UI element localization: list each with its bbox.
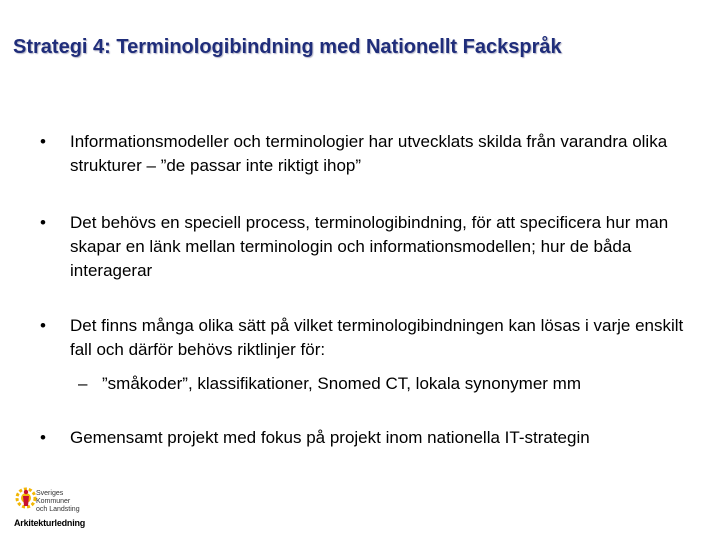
bullet-list: [34, 130, 684, 450]
bullet-item: [34, 314, 684, 362]
bullet-text: Det behövs en speciell process, terminologibindning, för att specificera hur man skapar en länk mellan terminologin och informationsmodellen; hur de båda interagerar: [70, 213, 669, 280]
logo-caption: Arkitekturledning: [14, 518, 86, 528]
logo-line: Sveriges: [36, 490, 64, 497]
bullet-text: Informationsmodeller och terminologier har utvecklats skilda från varandra olika strukturer – ”de passar inte riktigt ihop”: [70, 132, 668, 175]
bullet-item: [34, 426, 684, 450]
bullet-text: Gemensamt projekt med fokus på projekt inom nationella IT-strategin: [70, 428, 590, 447]
bullet-marker: •: [40, 213, 46, 232]
bullet-marker: •: [40, 316, 46, 335]
sub-bullet-item: [34, 372, 684, 396]
bullet-item: [34, 130, 684, 178]
sub-bullet-marker: –: [78, 374, 88, 393]
bullet-item: [34, 211, 684, 283]
logo-line: och Landsting: [36, 506, 80, 513]
logo-line: Kommuner: [36, 498, 71, 505]
bullet-marker: •: [40, 428, 46, 447]
bullet-text: Det finns många olika sätt på vilket terminologibindningen kan lösas i varje enskilt fall och därför behövs riktlinjer för:: [70, 316, 684, 359]
bullet-marker: •: [40, 132, 46, 151]
slide-title: Strategi 4: Terminologibindning med Nationellt Fackspråk: [13, 36, 562, 58]
figure-icon: [23, 490, 29, 506]
logo-org-name: [36, 490, 80, 514]
sub-bullet-text: ”småkoder”, klassifikationer, Snomed CT, lokala synonymer mm: [102, 374, 581, 393]
